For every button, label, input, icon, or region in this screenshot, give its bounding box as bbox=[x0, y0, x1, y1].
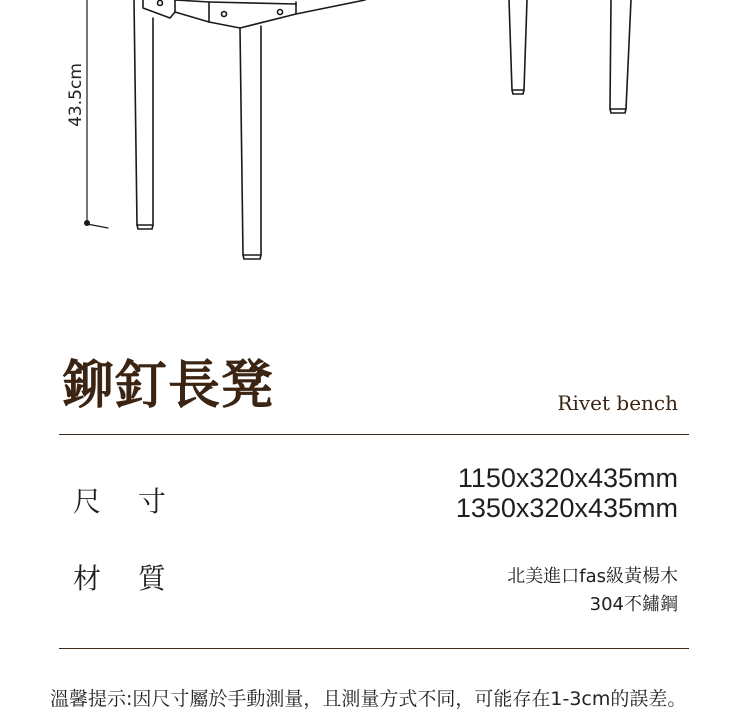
size-label: 尺 寸 bbox=[73, 485, 180, 518]
size-value: 1350x320x435mm bbox=[455, 493, 678, 523]
measurement-notice: 溫馨提示:因尺寸屬於手動測量，且測量方式不同，可能存在1-3cm的誤差。 bbox=[50, 688, 687, 710]
material-label: 材 質 bbox=[73, 562, 180, 595]
height-dimension-label bbox=[46, 60, 106, 130]
material-value: 北美進口fas級黃楊木 bbox=[507, 566, 678, 587]
size-values bbox=[456, 463, 678, 523]
material-values bbox=[507, 563, 678, 619]
bench-drawing bbox=[0, 0, 750, 300]
material-value: 304不鏽鋼 bbox=[589, 594, 678, 615]
height-dimension-text: 43.5cm bbox=[66, 63, 86, 127]
product-subtitle: Rivet bench bbox=[557, 391, 678, 415]
size-value: 1150x320x435mm bbox=[457, 463, 678, 493]
bottom-divider bbox=[59, 648, 689, 649]
top-divider bbox=[59, 434, 689, 435]
product-title: 鉚釘長凳 bbox=[62, 355, 275, 416]
